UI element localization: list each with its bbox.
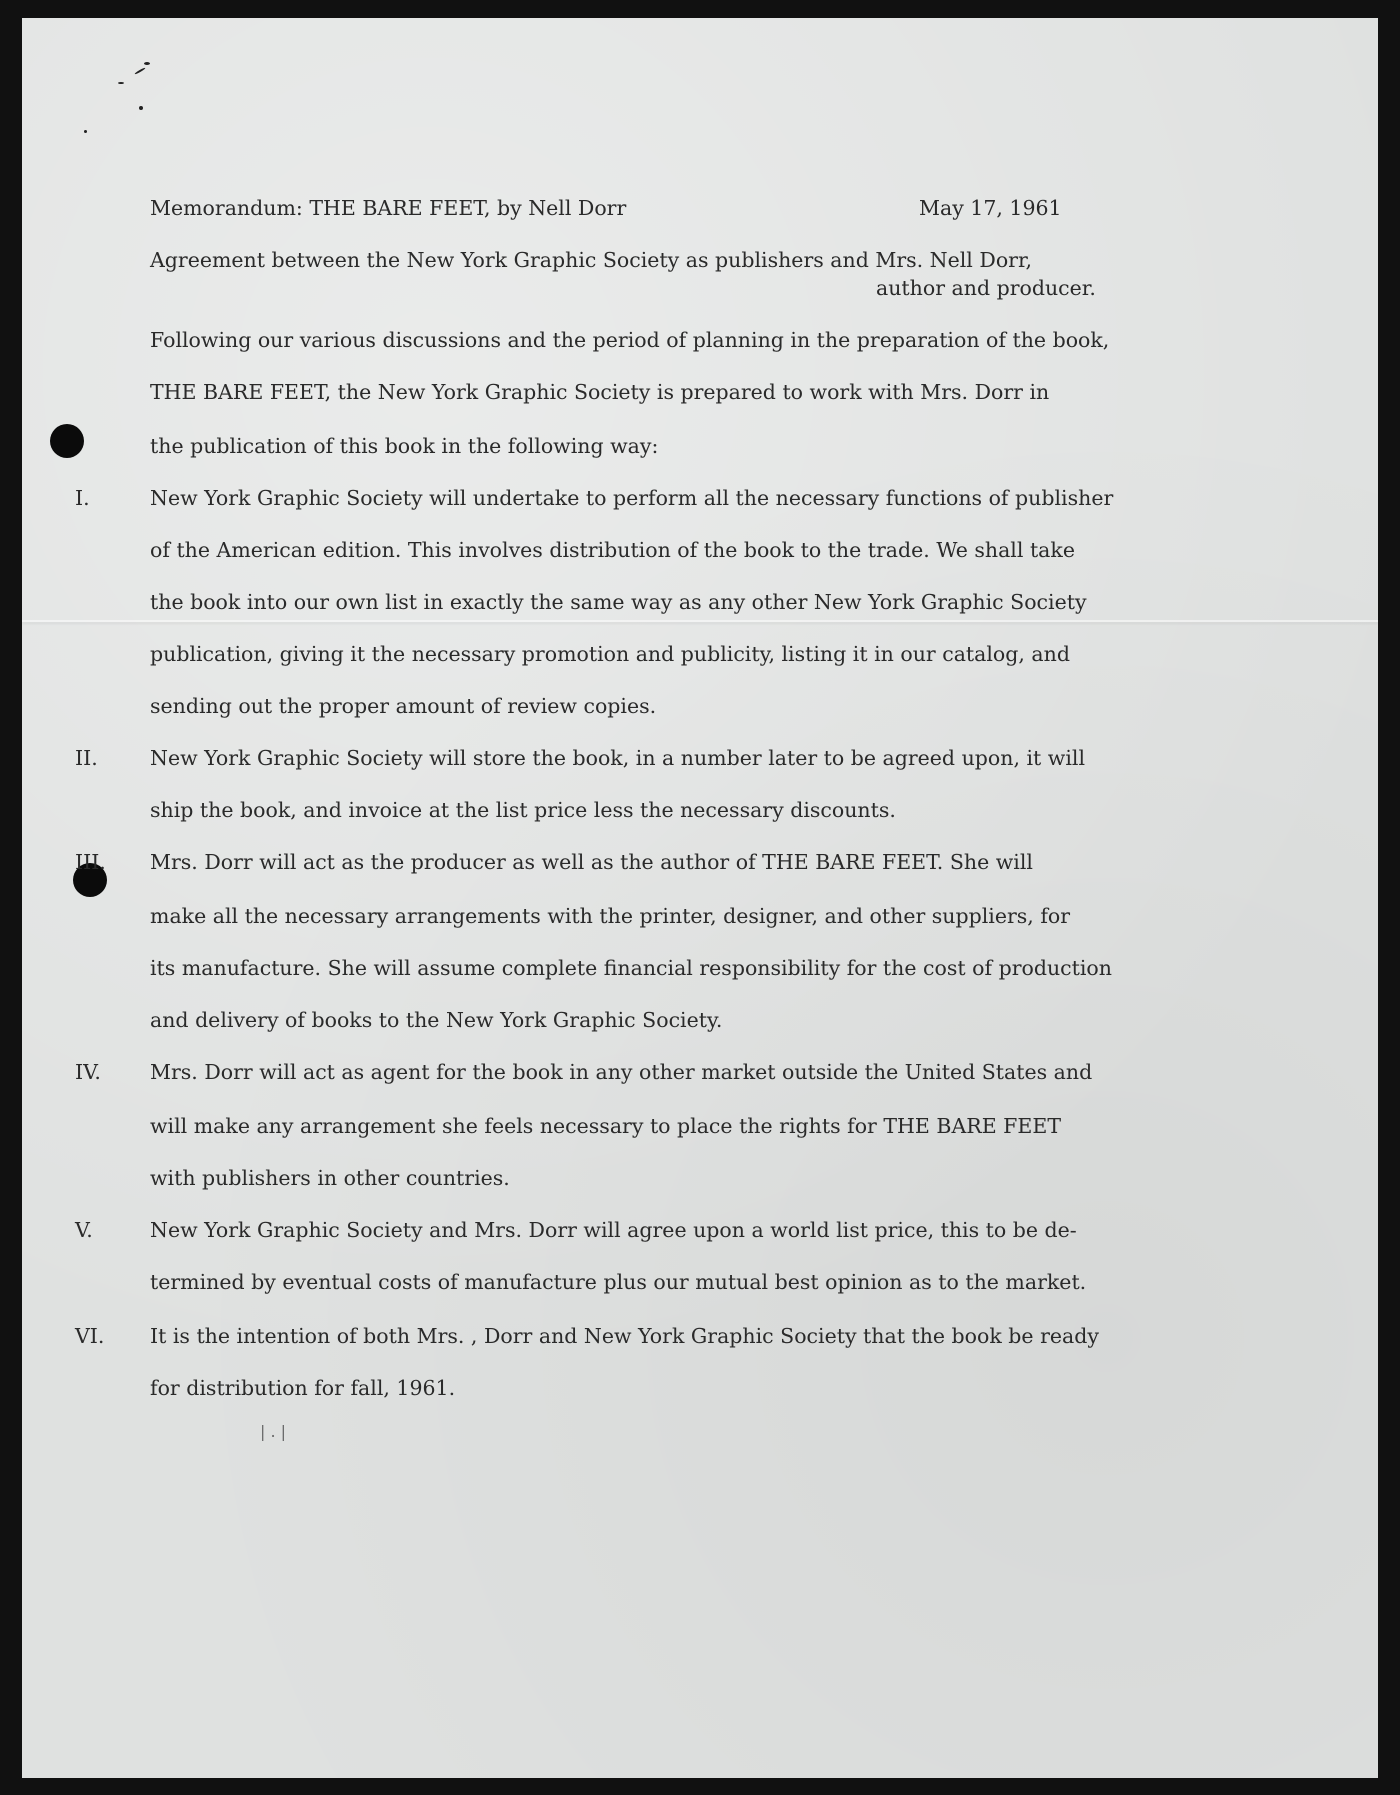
section-line: of the American edition. This involves distribution of the book to the trade. We shall take	[150, 538, 1075, 562]
section-line: New York Graphic Society and Mrs. Dorr will agree upon a world list price, this to be de-	[150, 1218, 1077, 1242]
memo-page	[22, 18, 1378, 1778]
section-line: and delivery of books to the New York Graphic Society.	[150, 1008, 723, 1032]
section-line: its manufacture. She will assume complete financial responsibility for the cost of production	[150, 956, 1112, 980]
section-line: will make any arrangement she feels necessary to place the rights for THE BARE FEET	[150, 1114, 1061, 1138]
section-line: with publishers in other countries.	[150, 1166, 510, 1190]
section-numeral: VI.	[75, 1324, 105, 1348]
section-line: New York Graphic Society will store the book, in a number later to be agreed upon, it will	[150, 746, 1086, 770]
section-line: ship the book, and invoice at the list price less the necessary discounts.	[150, 798, 896, 822]
memo-date: May 17, 1961	[919, 196, 1062, 220]
section-numeral: II.	[75, 746, 98, 770]
section-line: It is the intention of both Mrs. , Dorr and New York Graphic Society that the book be ready	[150, 1324, 1099, 1348]
intro-line: Following our various discussions and the period of planning in the preparation of the book,	[150, 328, 1110, 352]
paper-fold-line	[22, 620, 1378, 622]
intro-line: the publication of this book in the following way:	[150, 434, 659, 458]
ink-speck	[118, 82, 124, 84]
agreement-line: Agreement between the New York Graphic Society as publishers and Mrs. Nell Dorr,	[150, 248, 1033, 272]
section-numeral: IV.	[75, 1060, 101, 1084]
section-numeral: I.	[75, 486, 90, 510]
section-line: for distribution for fall, 1961.	[150, 1376, 456, 1400]
agreement-line: author and producer.	[876, 276, 1096, 300]
ink-speck	[144, 62, 150, 65]
stray-marks: | . |	[260, 1422, 287, 1441]
section-numeral: V.	[75, 1218, 93, 1242]
section-line: sending out the proper amount of review copies.	[150, 694, 657, 718]
ink-speck	[84, 130, 87, 133]
section-line: publication, giving it the necessary promotion and publicity, listing it in our catalog, and	[150, 642, 1070, 666]
section-line: Mrs. Dorr will act as the producer as well as the author of THE BARE FEET. She will	[150, 850, 1033, 874]
memo-title: Memorandum: THE BARE FEET, by Nell Dorr	[150, 196, 627, 220]
ink-speck	[139, 106, 143, 110]
section-line: make all the necessary arrangements with the printer, designer, and other suppliers, for	[150, 904, 1071, 928]
ink-speck	[134, 67, 145, 75]
punch-hole-top	[50, 424, 84, 458]
section-line: the book into our own list in exactly the same way as any other New York Graphic Society	[150, 590, 1087, 614]
section-numeral: III.	[75, 850, 106, 874]
section-line: termined by eventual costs of manufacture plus our mutual best opinion as to the market.	[150, 1270, 1087, 1294]
section-line: New York Graphic Society will undertake to perform all the necessary functions of publisher	[150, 486, 1114, 510]
intro-line: THE BARE FEET, the New York Graphic Society is prepared to work with Mrs. Dorr in	[150, 380, 1050, 404]
section-line: Mrs. Dorr will act as agent for the book in any other market outside the United States and	[150, 1060, 1093, 1084]
